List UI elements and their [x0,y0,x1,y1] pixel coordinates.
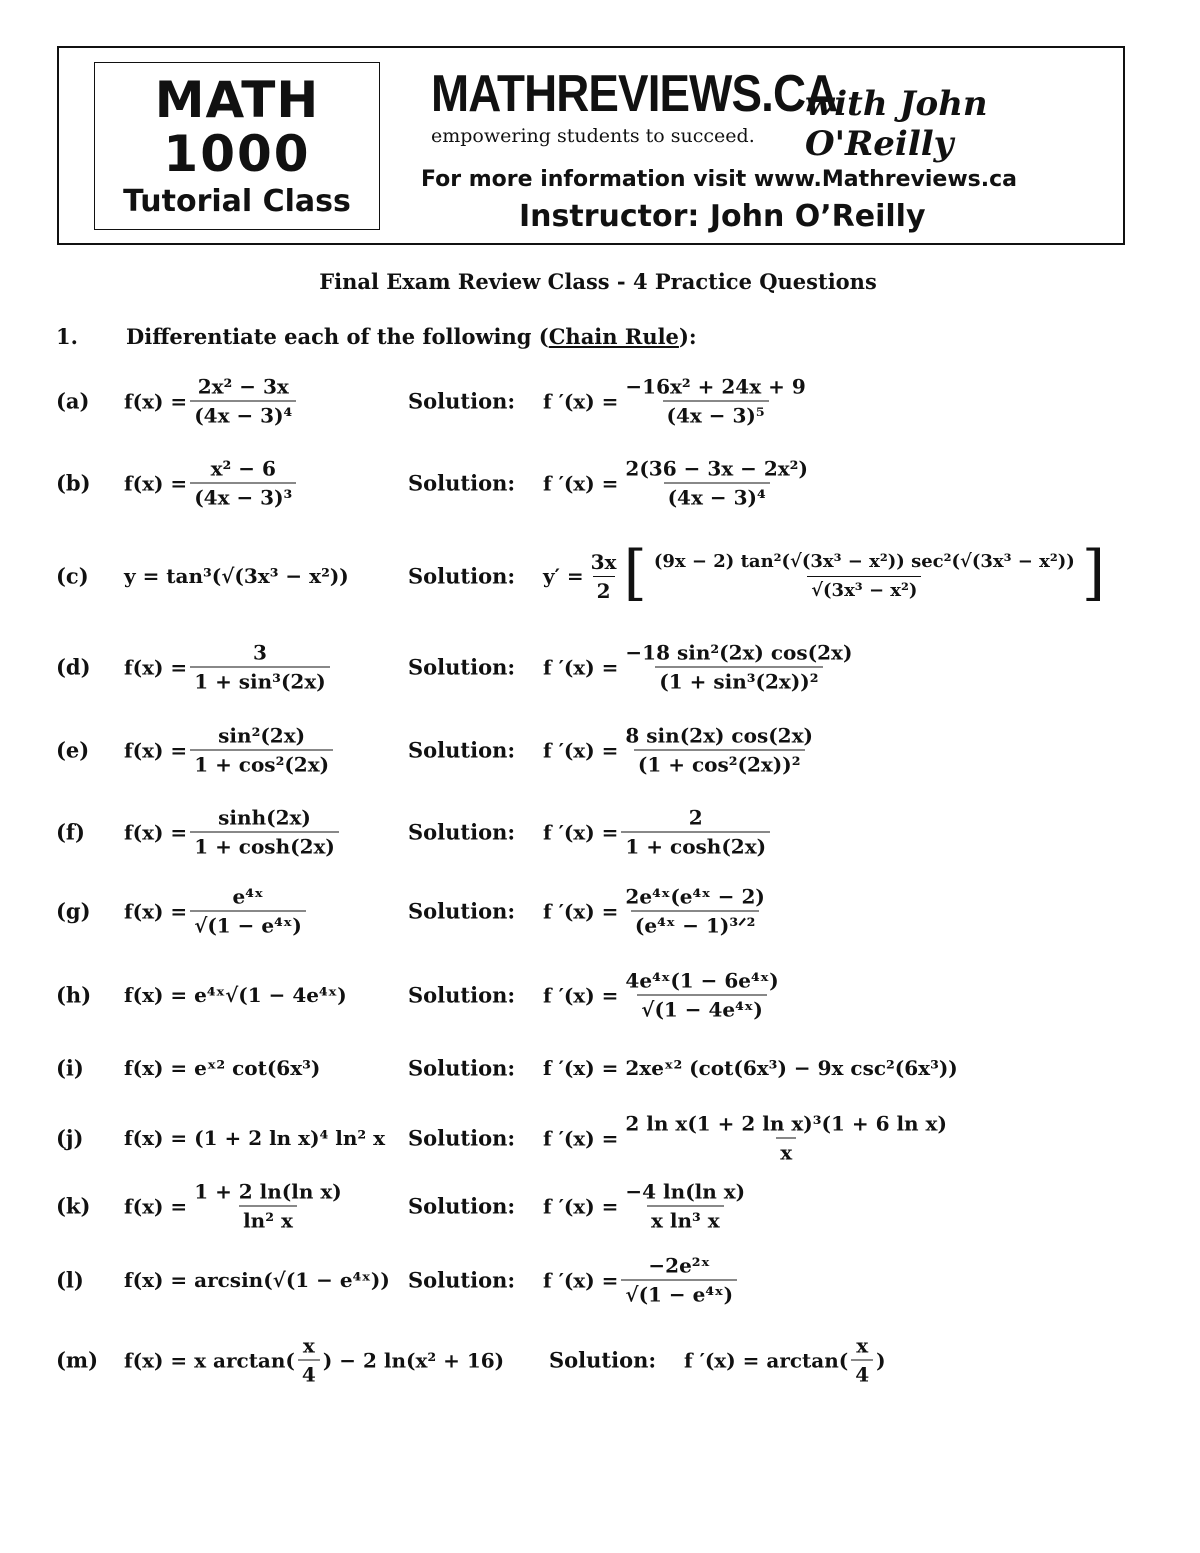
given-lhs: f(x) = [124,655,188,679]
solution-label: Solution: [408,982,516,1008]
answer-denominator: 1 + cosh(2x) [621,832,770,859]
problem-label: (b) [56,470,91,496]
answer-fraction [621,806,770,859]
answer-expression [543,457,815,510]
answer-lhs: f ′(x) = arctan( [684,1348,849,1372]
course-box [94,62,380,230]
course-subtitle: Tutorial Class [123,184,351,219]
given-numerator: 1 + 2 ln(ln x) [194,1179,342,1204]
close-bracket: ] [1081,538,1106,608]
problem-label: (f) [56,819,85,845]
answer-fraction [621,641,856,694]
given-denominator: 1 + cosh(2x) [190,832,339,859]
site-info: For more information visit www.Mathreviews.ca [421,167,1017,192]
given-numerator: sinh(2x) [218,805,311,830]
rule-open-paren: ( [538,324,549,349]
answer-expression [684,1334,886,1387]
problem-label: (d) [56,654,91,680]
answer-denominator: (e⁴ˣ − 1)³ᐟ² [631,911,760,938]
answer-lhs: f ′(x) = [543,820,619,844]
answer-numerator: 2 ln x(1 + 2 ln x)³(1 + 6 ln x) [625,1111,947,1136]
given-denominator: 4 [298,1360,320,1387]
answer-expression [543,641,859,694]
answer-denominator: 4 [851,1360,873,1387]
given-expression: f(x) = e⁴ˣ√(1 − 4e⁴ˣ) [124,983,347,1007]
answer-lhs: f ′(x) = [543,1126,619,1150]
given-numerator: sin²(2x) [218,723,306,748]
problem-label: (m) [56,1347,99,1373]
answer-lhs: f ′(x) = [543,899,619,923]
answer-numerator: 2(36 − 3x − 2x²) [625,456,808,481]
answer-lhs: f ′(x) = [543,738,619,762]
answer-fraction [621,724,817,777]
given-expression [124,1334,504,1387]
answer-fraction [621,1254,737,1307]
answer-denominator: x ln³ x [647,1206,724,1233]
course-number: 1000 [163,125,311,183]
answer-lhs: f ′(x) = [543,389,619,413]
page-title: Final Exam Review Class - 4 Practice Questions [319,269,877,294]
answer-numerator: (9x − 2) tan²(√(3x³ − x²)) sec²(√(3x³ − x²)) [653,550,1075,572]
solution-label: Solution: [408,470,516,496]
answer-lhs: y′ = [543,564,584,588]
answer-fraction [650,550,1079,603]
answer-numerator: 2e⁴ˣ(e⁴ˣ − 2) [625,884,765,909]
answer-expression [543,806,773,859]
solution-label: Solution: [408,1267,516,1293]
solution-label: Solution: [408,1125,516,1151]
given-lhs: f(x) = [124,471,188,495]
problem-label: (k) [56,1193,91,1219]
answer-expression [543,969,786,1022]
answer-denominator: x [776,1138,796,1165]
answer-numerator: −18 sin²(2x) cos(2x) [625,640,853,665]
answer-fraction [621,885,768,938]
header-box [57,46,1125,245]
given-expression [124,641,333,694]
answer-denominator: (1 + sin³(2x))² [655,667,822,694]
given-fraction [190,724,333,777]
coefficient-denominator: 2 [593,576,615,603]
given-fraction [298,1334,320,1387]
answer-lhs: f ′(x) = [543,1268,619,1292]
answer-expression [543,885,772,938]
answer-numerator: 2 [688,805,703,830]
given-numerator: 3 [252,640,267,665]
given-numerator: 2x² − 3x [197,374,289,399]
given-lhs: f(x) = [124,820,188,844]
answer-numerator: −4 ln(ln x) [625,1179,746,1204]
answer-numerator: 4e⁴ˣ(1 − 6e⁴ˣ) [625,968,779,993]
answer-denominator: (4x − 3)⁵ [663,401,769,428]
question-text [126,323,697,351]
given-numerator: x² − 6 [210,456,276,481]
given-fraction [190,375,296,428]
answer-coefficient [587,550,621,603]
problem-label: (g) [56,898,91,924]
question-text-lead: Differentiate each of the following [126,324,539,349]
given-expression [124,724,336,777]
given-lhs: f(x) = x arctan( [124,1348,295,1372]
answer-fraction [621,1112,951,1165]
given-lhs: f(x) = [124,389,188,413]
answer-lhs: f ′(x) = [543,1194,619,1218]
given-lhs: f(x) = [124,1194,188,1218]
problem-label: (l) [56,1267,84,1293]
answer-expression: f ′(x) = 2xeˣ² (cot(6x³) − 9x csc²(6x³)) [543,1056,958,1080]
given-expression [124,885,309,938]
answer-fraction [621,1180,749,1233]
solution-label: Solution: [408,1193,516,1219]
given-expression: y = tan³(√(3x³ − x²)) [124,564,349,588]
solution-label: Solution: [408,563,516,589]
given-denominator: 1 + sin³(2x) [190,667,330,694]
answer-expression [543,724,820,777]
answer-denominator: √(3x³ − x²) [807,576,921,603]
solution-label: Solution: [408,654,516,680]
rule-close-paren: ): [678,324,697,349]
answer-lhs: f ′(x) = [543,655,619,679]
given-denominator: (4x − 3)³ [190,483,296,510]
answer-numerator: −2e²ˣ [648,1253,711,1278]
problem-label: (i) [56,1055,84,1081]
answer-denominator: (4x − 3)⁴ [664,483,770,510]
answer-expression [543,1180,752,1233]
coefficient-numerator: 3x [590,549,617,574]
site-logo-text: MATHREVIEWS.CA [431,65,838,123]
given-denominator: (4x − 3)⁴ [190,401,296,428]
answer-numerator: x [856,1333,869,1358]
solution-label: Solution: [549,1347,657,1373]
solution-label: Solution: [408,1055,516,1081]
chain-rule-label: Chain Rule [548,324,679,349]
given-expression [124,457,299,510]
answer-expression [543,1112,954,1165]
given-expression: f(x) = eˣ² cot(6x³) [124,1056,321,1080]
given-expression [124,1180,349,1233]
given-denominator: ln² x [239,1206,297,1233]
answer-numerator: 8 sin(2x) cos(2x) [625,723,813,748]
problem-label: (a) [56,388,90,414]
answer-denominator: √(1 − 4e⁴ˣ) [637,995,767,1022]
given-fraction [190,641,330,694]
given-fraction [190,457,296,510]
given-fraction [190,1180,346,1233]
answer-fraction [621,375,809,428]
problem-label: (h) [56,982,92,1008]
problem-label: (e) [56,737,90,763]
given-fraction [190,806,339,859]
given-denominator: 1 + cos²(2x) [190,750,333,777]
given-rhs: ) − 2 ln(x² + 16) [322,1348,505,1372]
solution-label: Solution: [408,898,516,924]
given-numerator: x [302,1333,315,1358]
course-title: MATH [154,71,320,129]
given-expression [124,806,342,859]
answer-denominator: √(1 − e⁴ˣ) [621,1280,737,1307]
problem-label: (c) [56,563,89,589]
question-number: 1. [56,324,78,349]
given-expression [124,375,299,428]
answer-numerator: −16x² + 24x + 9 [625,374,806,399]
answer-lhs: f ′(x) = [543,983,619,1007]
answer-fraction [851,1334,873,1387]
answer-denominator: (1 + cos²(2x))² [634,750,805,777]
site-with-author: with John O'Reilly [805,84,988,164]
solution-label: Solution: [408,737,516,763]
answer-expression [543,538,1106,608]
problem-label: (j) [56,1125,84,1151]
given-numerator: e⁴ˣ [232,884,264,909]
instructor-line: Instructor: John O’Reilly [519,199,926,234]
answer-fraction [621,457,811,510]
solution-label: Solution: [408,819,516,845]
open-bracket: [ [623,538,647,608]
given-expression: f(x) = (1 + 2 ln x)⁴ ln² x [124,1126,386,1150]
site-tagline: empowering students to succeed. [431,125,755,147]
given-lhs: f(x) = [124,899,188,923]
answer-lhs: f ′(x) = [543,471,619,495]
given-fraction [190,885,306,938]
answer-rhs: ) [876,1348,886,1372]
given-expression: f(x) = arcsin(√(1 − e⁴ˣ)) [124,1268,390,1292]
given-lhs: f(x) = [124,738,188,762]
answer-expression [543,375,813,428]
given-denominator: √(1 − e⁴ˣ) [190,911,306,938]
answer-fraction [621,969,782,1022]
solution-label: Solution: [408,388,516,414]
answer-expression [543,1254,740,1307]
